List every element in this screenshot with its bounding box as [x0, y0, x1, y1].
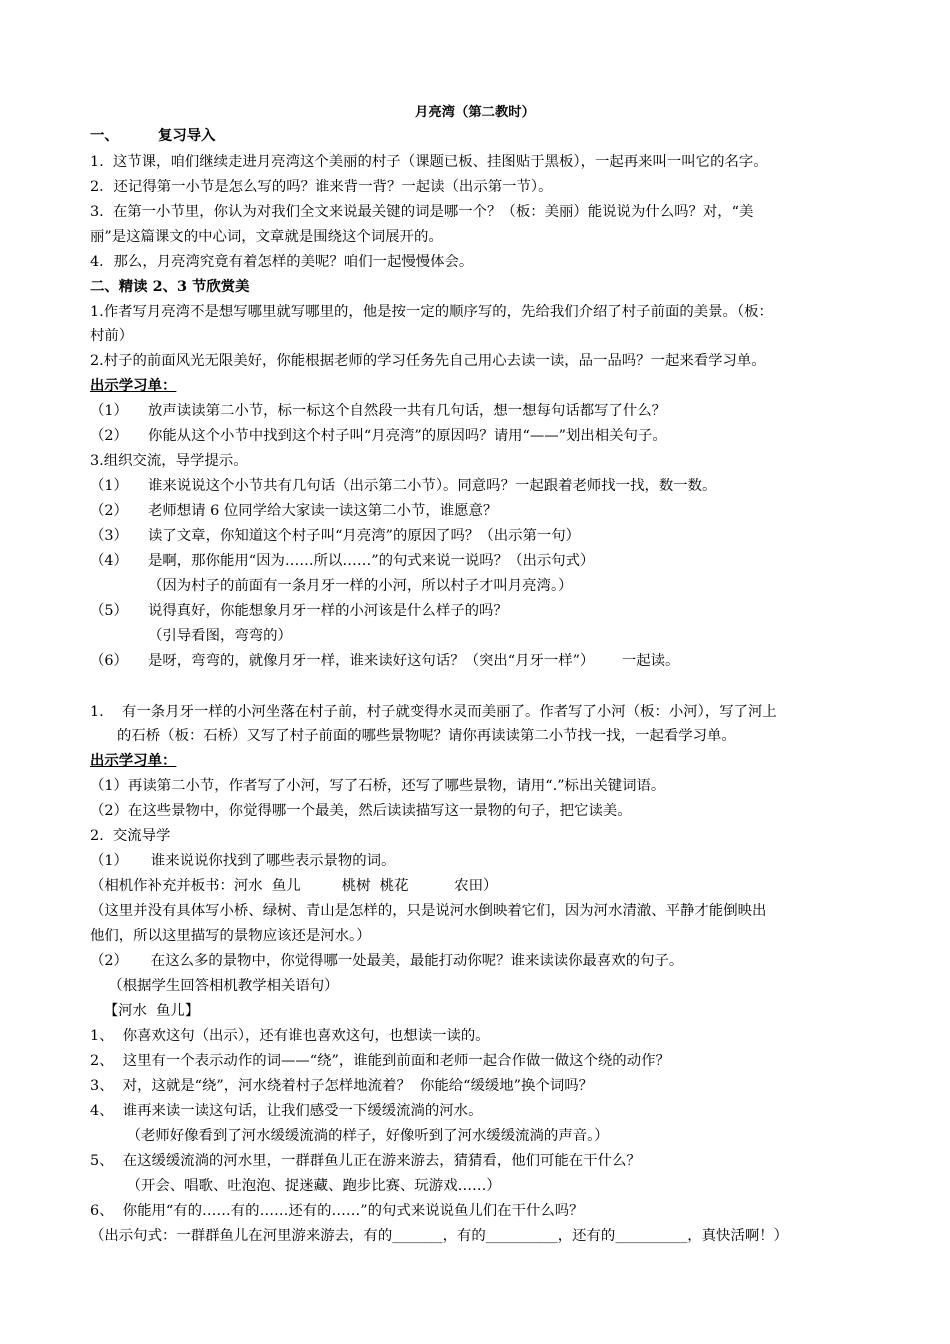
list-number: （5）: [90, 603, 128, 619]
list-item: 说得真好，你能想象月牙一样的小河该是什么样子的吗？: [148, 603, 508, 619]
list-number: （4）: [90, 553, 128, 569]
list-item: （1）再读第二小节，作者写了小河，写了石桥，还写了哪些景物，请用“.”标出关键词语。: [90, 778, 666, 794]
list-number: （3）: [90, 528, 128, 544]
section2-heading: 二、精读 2、3 节欣赏美: [90, 278, 250, 295]
list-number: （6）: [90, 653, 128, 669]
paragraph-line: 村前）: [90, 328, 134, 344]
paragraph-line: 2.村子的前面风光无限美好，你能根据老师的学习任务先自己用心去读一读，品一品吗？一起来看学习单。: [90, 353, 766, 369]
list-item: 你能从这个小节中找到这个村子叫“月亮湾”的原因吗？请用“——”划出相关句子。: [148, 428, 667, 444]
subheading: 【河水 鱼儿】: [90, 1003, 200, 1019]
pattern-text: （出示句式：一群群鱼儿在河里游来游去，有的: [90, 1228, 393, 1244]
list-item: 放声读读第二小节，标一标这个自然段一共有几句话，想一想每句话都写了什么？: [148, 403, 667, 419]
list-item: 3、 对，这就是“绕”，河水绕着村子怎样地流着？ 你能给“缓缓地”换个词吗？: [90, 1078, 593, 1094]
list-item: （开会、唱歌、吐泡泡、捉迷藏、跑步比赛、玩游戏……）: [90, 1178, 501, 1194]
paragraph-line: 1. 这节课，咱们继续走进月亮湾这个美丽的村子（课题已板、挂图贴于黑板），一起再来叫一叫它的名字。: [90, 154, 768, 170]
study-sheet-label: 出示学习单：: [90, 377, 177, 394]
list-item: 1、 你喜欢这句（出示），还有谁也喜欢这句，也想读一读的。: [90, 1028, 490, 1044]
list-number: （2）: [90, 503, 128, 519]
fill-blank: __________: [485, 1228, 558, 1244]
fill-blank: _______: [392, 1228, 443, 1244]
page-title: 月亮湾（第二教时）: [415, 104, 535, 120]
list-item: 是啊，那你能用“因为……所以……”的句式来说一说吗？（出示句式）: [148, 553, 595, 569]
section1-heading: 复习导入: [158, 127, 216, 144]
pattern-text: ，有的: [442, 1228, 486, 1244]
paragraph-line: 2．还记得第一小节是怎么写的吗？谁来背一背？一起读（出示第一节）。: [90, 179, 553, 195]
section1-number: 一、: [90, 127, 119, 144]
list-item: 2、 这里有一个表示动作的词——“绕”，谁能到前面和老师一起合作做一做这个绕的动作？: [90, 1053, 670, 1069]
list-item: （老师好像看到了河水缓缓流淌的样子，好像听到了河水缓缓流淌的声音。）: [90, 1128, 609, 1144]
paragraph-line: 丽”是这篇课文的中心词，文章就是围绕这个词展开的。: [90, 229, 443, 245]
list-item: （相机作补充并板书：河水 鱼儿 桃树 桃花 农田）: [90, 878, 498, 894]
list-item: （2）在这些景物中，你觉得哪一个最美，然后读读描写这一景物的句子，把它读美。: [90, 803, 632, 819]
paragraph-line: 1. 有一条月牙一样的小河坐落在村子前，村子就变得水灵而美丽了。作者写了小河（板：小河），写了河上: [90, 704, 777, 720]
paragraph-line: 1.作者写月亮湾不是想写哪里就写哪里的，他是按一定的顺序写的，先给我们介绍了村子前面的美景。（板：: [90, 304, 773, 320]
list-item: （2） 在这么多的景物中，你觉得哪一处最美，最能打动你呢？谁来读读你最喜欢的句子。: [90, 953, 684, 969]
study-sheet-label: 出示学习单：: [90, 752, 177, 769]
list-item-note: （因为村子的前面有一条月牙一样的小河，所以村子才叫月亮湾。）: [148, 578, 573, 594]
list-item: 老师想请 6 位同学给大家读一读这第二小节，谁愿意？: [148, 503, 498, 519]
sentence-pattern: [90, 1226, 788, 1246]
list-item: （1） 谁来说说你找到了哪些表示景物的词。: [90, 853, 396, 869]
paragraph-line: 的石桥（板：石桥）又写了村子前面的哪些景物呢？请你再读读第二小节找一找，一起看学习单。: [117, 728, 736, 744]
pattern-text: ，真快活啊！）: [687, 1228, 789, 1244]
list-item: 他们，所以这里描写的景物应该还是河水。）: [90, 928, 371, 944]
paragraph-line: 3. 在第一小节里，你认为对我们全文来说最关键的词是哪一个？（板：美丽）能说说为什么吗？对，“美: [90, 204, 754, 220]
list-number: （1）: [90, 478, 128, 494]
list-number: （1）: [90, 403, 128, 419]
list-item: 读了文章，你知道这个村子叫“月亮湾”的原因了吗？（出示第一句）: [148, 528, 581, 544]
list-item: 4、 谁再来读一读这句话，让我们感受一下缓缓流淌的河水。: [90, 1103, 483, 1119]
list-item-note: （引导看图，弯弯的）: [148, 628, 292, 644]
list-item: 6、 你能用“有的……有的……还有的……”的句式来说说鱼儿们在干什么吗？: [90, 1203, 584, 1219]
list-item: 谁来说说这个小节共有几句话（出示第二小节）。同意吗？一起跟着老师找一找，数一数。: [148, 478, 717, 494]
fill-blank: __________: [615, 1228, 688, 1244]
pattern-text: ，还有的: [557, 1228, 616, 1244]
list-item: 5、 在这缓缓流淌的河水里，一群群鱼儿正在游来游去，猜猜看，他们可能在干什么？: [90, 1153, 641, 1169]
list-item: （这里并没有具体写小桥、绿树、青山是怎样的，只是说河水倒映着它们，因为河水清澈、平静才能倒映出: [90, 903, 767, 919]
list-item: （根据学生回答相机教学相关语句）: [90, 978, 339, 994]
paragraph-line: 4．那么，月亮湾究竟有着怎样的美呢？咱们一起慢慢体会。: [90, 254, 474, 270]
paragraph-line: 3.组织交流，导学提示。: [90, 453, 248, 469]
list-item: 是呀，弯弯的，就像月牙一样，谁来读好这句话？（突出“月牙一样”） 一起读。: [148, 653, 680, 669]
paragraph-line: 2. 交流导学: [90, 828, 171, 844]
list-number: （2）: [90, 428, 128, 444]
